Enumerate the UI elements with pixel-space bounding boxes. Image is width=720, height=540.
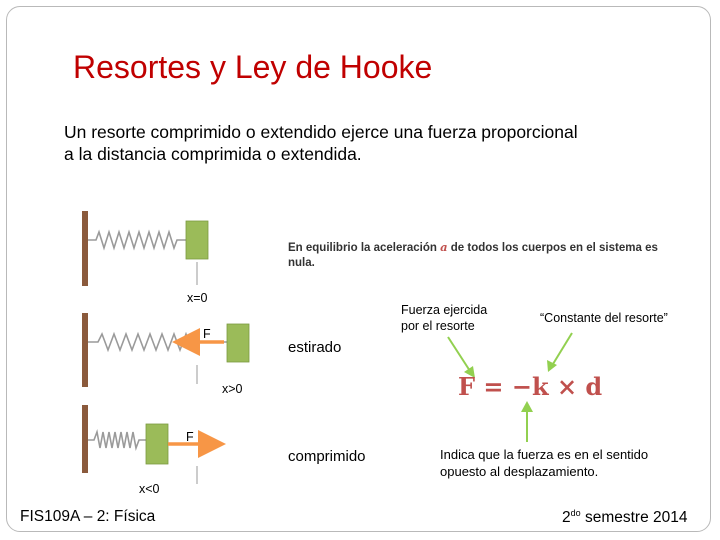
- spring-equilibrium-diagram: [82, 211, 208, 286]
- pointer-constant-arrow: [553, 333, 572, 364]
- equilibrium-line-2: nula.: [288, 257, 315, 269]
- force-label-stretched: F: [203, 327, 211, 341]
- direction-note-line-1: Indica que la fuerza es en el sentido: [440, 447, 649, 462]
- spring-1: [88, 232, 186, 248]
- intro-line-1: Un resorte comprimido o extendido ejerce una fuerza proporcional: [64, 122, 578, 142]
- footer-course: FIS109A – 2: Física: [20, 508, 156, 525]
- spring-compressed-diagram: [82, 405, 212, 484]
- block-1: [186, 221, 208, 259]
- force-note-line-2: por el resorte: [401, 319, 475, 333]
- x-zero-label: x=0: [187, 291, 208, 305]
- direction-note: [440, 446, 648, 480]
- x-negative-label: x<0: [139, 482, 160, 496]
- constant-note: “Constante del resorte”: [540, 311, 668, 325]
- force-label-compressed: F: [186, 430, 194, 444]
- compressed-label: comprimido: [288, 448, 366, 465]
- pointer-force-arrow: [448, 337, 470, 371]
- spring-3: [88, 432, 146, 448]
- pointer-sign-head: [521, 401, 533, 412]
- force-note-line-1: Fuerza ejercida: [401, 303, 488, 317]
- x-positive-label: x>0: [222, 382, 243, 396]
- acceleration-vector-symbol: a: [440, 240, 448, 254]
- block-2: [227, 324, 249, 362]
- stretched-label: estirado: [288, 339, 342, 356]
- direction-note-line-2: opuesto al desplazamiento.: [440, 464, 599, 479]
- wall-1: [82, 211, 88, 286]
- hooke-formula: F = −k × d: [458, 372, 603, 401]
- spring-stretched-diagram: [82, 313, 249, 387]
- slide-title: Resortes y Ley de Hooke: [73, 49, 433, 85]
- force-note: [401, 302, 487, 334]
- wall-2: [82, 313, 88, 387]
- wall-3: [82, 405, 88, 473]
- intro-line-2: a la distancia comprimida o extendida.: [64, 144, 362, 164]
- block-3: [146, 424, 168, 464]
- footer-semester: $2^{do}$ semestre 2014: [562, 508, 688, 527]
- equilibrium-line-1: En equilibrio la aceleración a de todos los cuerpos en el sistema es: [288, 240, 658, 254]
